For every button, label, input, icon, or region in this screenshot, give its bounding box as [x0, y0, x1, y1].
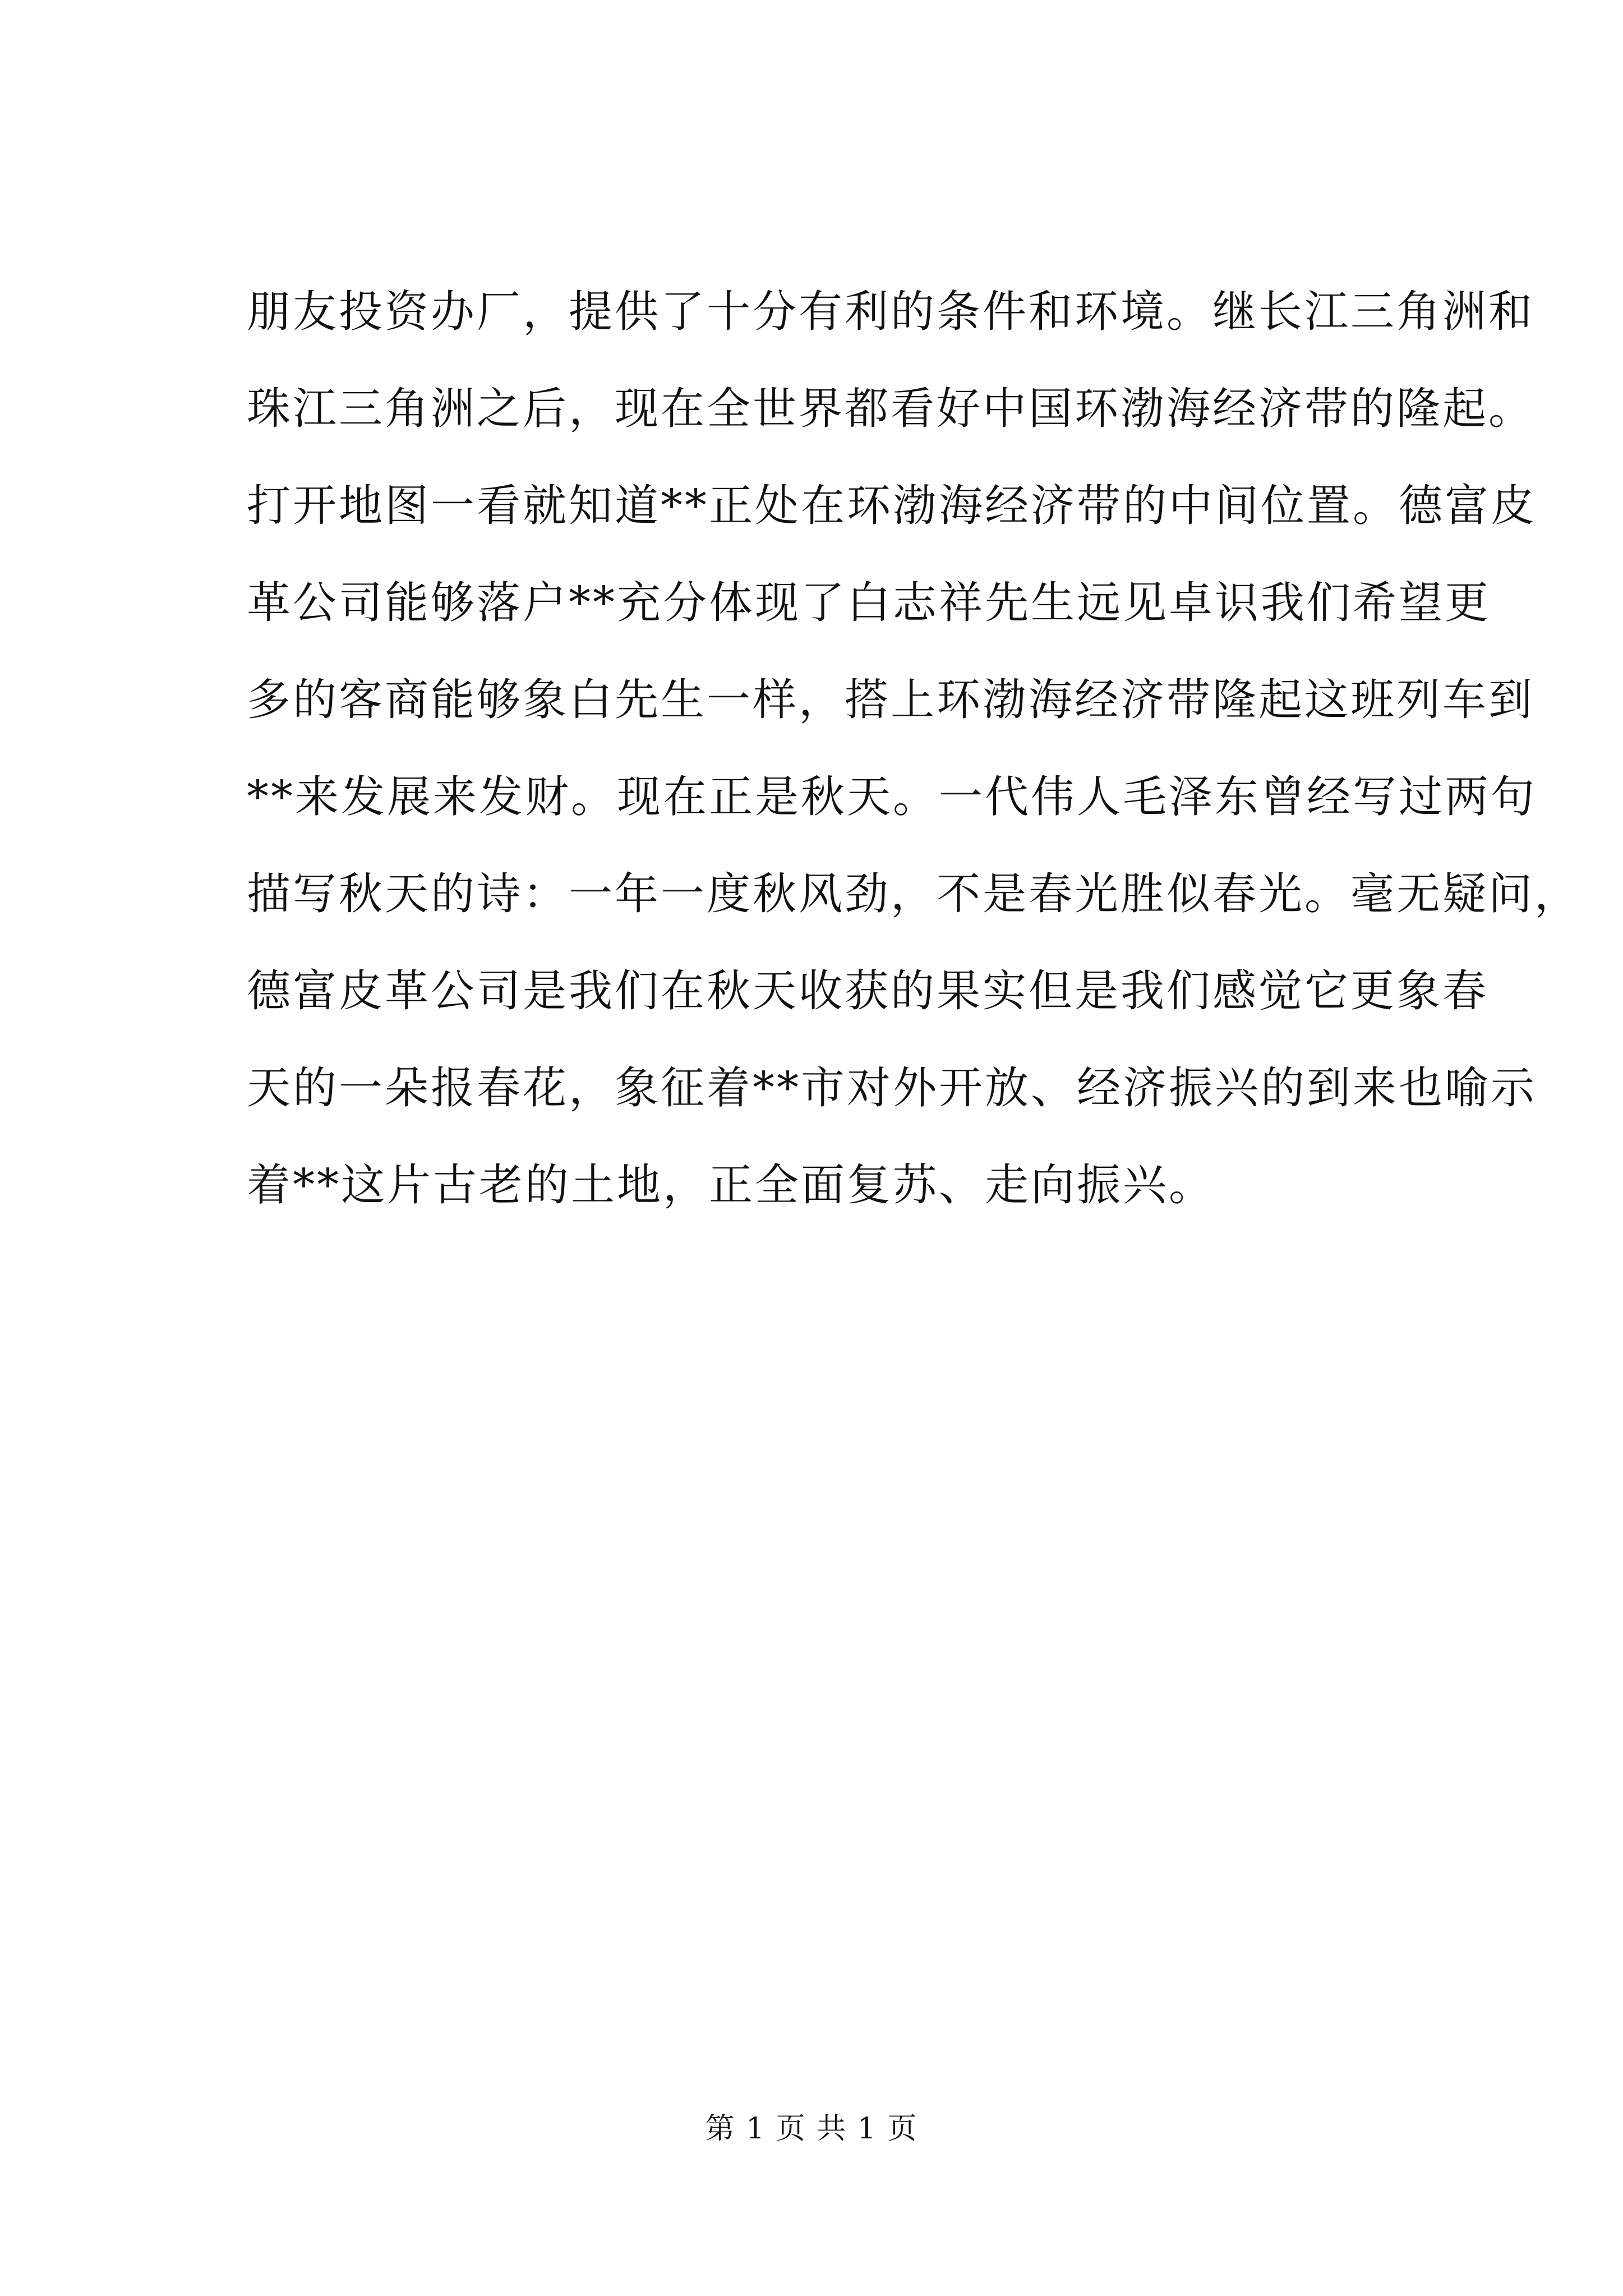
text-line: 德富皮革公司是我们在秋天收获的果实但是我们感觉它更象春	[247, 966, 1489, 1016]
text-line: 天的一朵报春花，象征着**市对外开放、经济振兴的到来也喻示	[247, 1063, 1537, 1114]
text-line: 打开地图一看就知道**正处在环渤海经济带的中间位置。德富皮	[247, 481, 1537, 531]
text-line: 多的客商能够象白先生一样，搭上环渤海经济带隆起这班列车到	[247, 675, 1535, 725]
text-line: 描写秋天的诗：一年一度秋风劲，不是春光胜似春光。毫无疑问，	[247, 869, 1581, 919]
page-number-footer: 第 1 页 共 1 页	[705, 2112, 918, 2146]
text-line: **来发展来发财。现在正是秋天。一代伟人毛泽东曾经写过两句	[247, 772, 1537, 822]
text-line: 革公司能够落户**充分体现了白志祥先生远见卓识我们希望更	[247, 578, 1491, 628]
body-paragraph	[247, 264, 1581, 1234]
text-line: 珠江三角洲之后，现在全世界都看好中国环渤海经济带的隆起。	[247, 384, 1535, 434]
text-line: 朋友投资办厂，提供了十分有利的条件和环境。继长江三角洲和	[247, 287, 1535, 337]
text-line: 着**这片古老的土地，正全面复苏、走向振兴。	[247, 1160, 1215, 1211]
